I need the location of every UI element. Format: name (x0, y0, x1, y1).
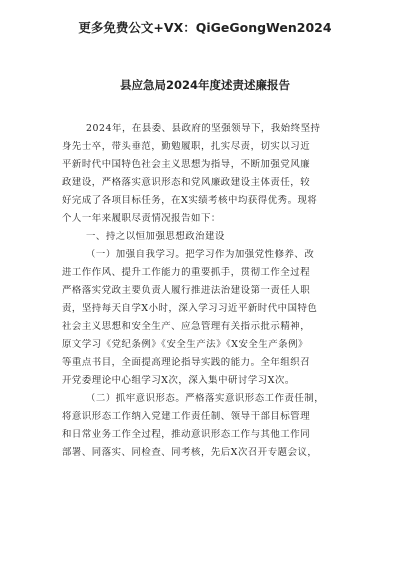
paragraph-line: 开党委理论中心组学习X次，深入集中研讨学习X次。 (62, 375, 295, 386)
paragraph-line: 好完成了各项目标任务，在X实绩考核中均获得优秀。现将 (62, 195, 318, 206)
paragraph-line: 将意识形态工作纳入党建工作责任制、领导干部目标管理 (62, 411, 311, 422)
paragraph-line: 和日常业务工作全过程，推动意识形态工作与其他工作同 (62, 429, 311, 440)
paragraph-line: 原文学习《党纪条例》《安全生产法》《X安全生产条例》 (62, 339, 308, 350)
promo-banner: 更多免费公文+VX：QiGeGongWen2024 (78, 20, 332, 35)
paragraph-line: 责，坚持每天自学X小时，深入学习习近平新时代中国特色 (62, 303, 318, 314)
paragraph-line: 身先士卒，带头垂范，勤勉履职，扎实尽责，切实以习近 (62, 141, 311, 152)
paragraph-line: 社会主义思想和安全生产、应急管理有关指示批示精神， (62, 321, 311, 332)
report-title: 县应急局2024年度述责述廉报告 (119, 78, 290, 92)
paragraph-line: 部署、同落实、同检查、同考核，先后X次召开专题会议， (62, 447, 318, 458)
paragraph-line: 等重点书目，全面提高理论指导实践的能力。全年组织召 (62, 357, 311, 368)
paragraph-line: （二）抓牢意识形态。严格落实意识形态工作责任制， (86, 393, 325, 404)
paragraph-line: 严格落实党政主要负责人履行推进法治建设第一责任人职 (62, 285, 311, 296)
paragraph-line: 政建设，严格落实意识形态和党风廉政建设主体责任，较 (62, 177, 311, 188)
section-heading: 一、持之以恒加强思想政治建设 (86, 231, 225, 242)
paragraph-line: 平新时代中国特色社会主义思想为指导，不断加强党风廉 (62, 159, 311, 170)
paragraph-line: （一）加强自我学习。把学习作为加强党性修养、改 (86, 249, 315, 260)
paragraph-line: 2024年，在县委、县政府的坚强领导下，我始终坚持 (86, 123, 321, 134)
paragraph-line: 进工作作风、提升工作能力的重要抓手，贯彻工作全过程 (62, 267, 311, 278)
paragraph-line: 个人一年来履职尽责情况报告如下： (62, 213, 221, 224)
